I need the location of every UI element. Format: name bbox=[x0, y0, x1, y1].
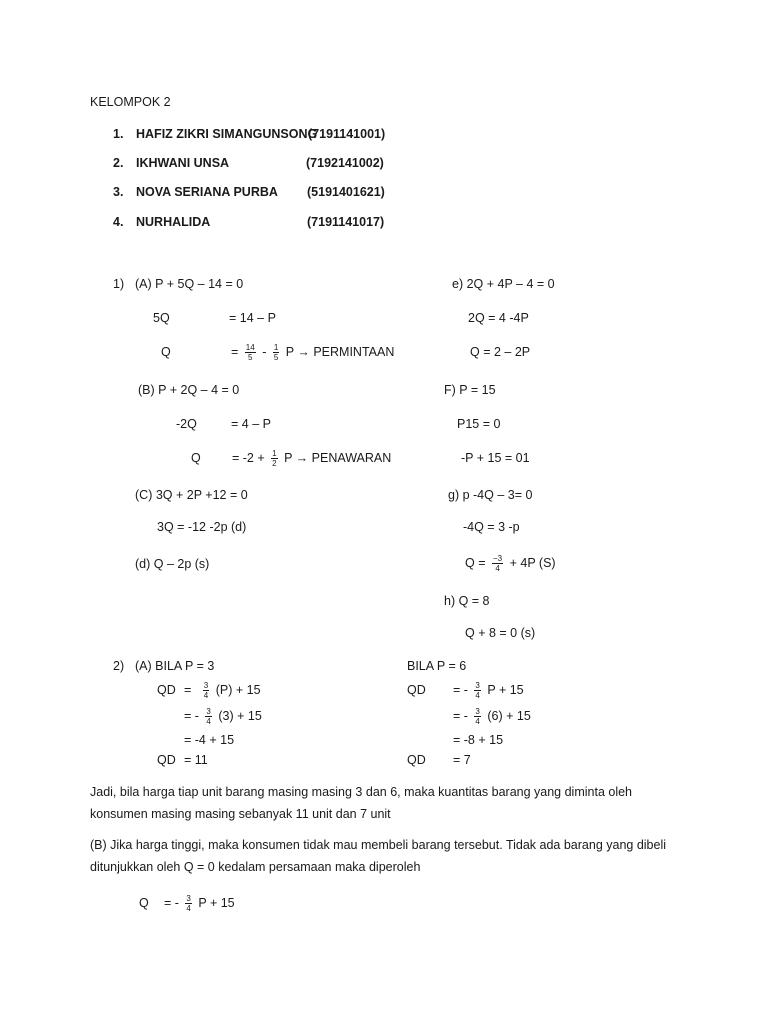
equation-lhs: -2Q bbox=[176, 417, 197, 431]
fraction bbox=[474, 681, 480, 700]
equation-line: g) p -4Q – 3= 0 bbox=[448, 488, 533, 502]
equation-tail: P + 15 bbox=[198, 896, 235, 910]
equation-line: 3Q = -12 -2p (d) bbox=[157, 520, 247, 534]
equals-sign: = bbox=[184, 683, 192, 697]
denominator: 5 bbox=[248, 353, 253, 363]
fraction bbox=[185, 894, 191, 913]
numerator: 3 bbox=[203, 681, 209, 691]
equation-head: = -2 + bbox=[232, 451, 265, 465]
part-b-paragraph: (B) Jika harga tinggi, maka konsumen tidak mau membeli barang tersebut. Tidak ada barang yang dibeli ditunjukkan oleh Q = 0 kedalam persamaan maka diperoleh bbox=[90, 838, 667, 874]
qd-equation bbox=[184, 676, 261, 704]
equation-lhs: 5Q bbox=[153, 311, 170, 325]
equation-tail: P + 15 bbox=[487, 683, 524, 697]
equation-tail: (P) + 15 bbox=[215, 683, 261, 697]
fraction bbox=[273, 343, 279, 362]
denominator: 5 bbox=[273, 353, 279, 363]
fraction bbox=[271, 449, 277, 468]
group-heading: KELOMPOK 2 bbox=[90, 95, 171, 109]
member-name: NURHALIDA bbox=[136, 215, 211, 229]
numerator: 1 bbox=[272, 449, 277, 459]
equation-head: = - bbox=[164, 896, 179, 910]
equation-line: Q + 8 = 0 (s) bbox=[465, 626, 536, 640]
numerator: −3 bbox=[492, 554, 503, 564]
equation-tail: (3) + 15 bbox=[218, 709, 262, 723]
equation-lhs: QD bbox=[157, 753, 176, 767]
equation-line: P15 = 0 bbox=[457, 417, 501, 431]
equation-line: -4Q = 3 -p bbox=[463, 520, 520, 534]
question-number: 1) bbox=[113, 277, 125, 291]
equation-tail: + 4P (S) bbox=[509, 556, 556, 570]
equation-line: (A) P + 5Q – 14 = 0 bbox=[135, 277, 244, 291]
member-id: (5191401621) bbox=[307, 185, 385, 199]
equation-line: (B) P + 2Q – 4 = 0 bbox=[138, 383, 240, 397]
fraction bbox=[205, 707, 211, 726]
numerator: 1 bbox=[273, 343, 279, 353]
final-equation bbox=[164, 889, 235, 917]
fraction bbox=[203, 681, 209, 700]
member-number: 1. bbox=[113, 127, 124, 141]
equation-line: (A) BILA P = 3 bbox=[135, 659, 215, 673]
equation-lhs: QD bbox=[407, 753, 426, 767]
equation-lhs: QD bbox=[157, 683, 176, 697]
equation-head: = - bbox=[453, 683, 468, 697]
member-id: (7191141001) bbox=[308, 127, 386, 141]
denominator: 4 bbox=[206, 717, 211, 727]
equation-line: (C) 3Q + 2P +12 = 0 bbox=[135, 488, 248, 502]
denominator: 4 bbox=[203, 691, 209, 701]
member-number: 2. bbox=[113, 156, 124, 170]
numerator: 14 bbox=[245, 343, 255, 353]
equation-tail: P → PENAWARAN bbox=[284, 451, 392, 465]
qd-equation bbox=[453, 702, 531, 730]
numerator: 3 bbox=[475, 707, 480, 717]
numerator: 3 bbox=[186, 894, 191, 904]
member-number: 4. bbox=[113, 215, 124, 229]
qd-equation bbox=[453, 676, 524, 704]
conclusion-paragraph: Jadi, bila harga tiap unit barang masing masing 3 dan 6, maka kuantitas barang yang diminta oleh konsumen masing masing sebanyak 11 unit dan 7 unit bbox=[90, 785, 633, 821]
equation-rhs: = 7 bbox=[453, 753, 471, 767]
qd-equation bbox=[184, 702, 262, 730]
equation-line: 2Q = 4 -4P bbox=[468, 311, 529, 325]
equation-line: BILA P = 6 bbox=[407, 659, 467, 673]
member-name: NOVA SERIANA PURBA bbox=[136, 185, 278, 199]
denominator: 4 bbox=[475, 691, 480, 701]
member-id: (7192141002) bbox=[306, 156, 384, 170]
fraction bbox=[245, 343, 256, 362]
member-number: 3. bbox=[113, 185, 124, 199]
member-name: HAFIZ ZIKRI SIMANGUNSONG bbox=[136, 127, 318, 141]
denominator: 4 bbox=[186, 904, 191, 914]
denominator: 4 bbox=[495, 564, 500, 574]
equation-rhs: = 4 – P bbox=[231, 417, 271, 431]
equation-lhs: Q bbox=[161, 345, 171, 359]
equation-lhs: Q bbox=[191, 451, 201, 465]
equation-line: Q = 2 – 2P bbox=[470, 345, 531, 359]
member-name: IKHWANI UNSA bbox=[136, 156, 230, 170]
equation-head: = - bbox=[453, 709, 468, 723]
minus-sign: - bbox=[262, 345, 267, 359]
equation-line: (d) Q – 2p (s) bbox=[135, 557, 210, 571]
equation-tail: P → PERMINTAAN bbox=[285, 345, 395, 359]
equation-lhs: Q bbox=[139, 896, 149, 910]
equation-line: -P + 15 = 01 bbox=[461, 451, 530, 465]
g-equation bbox=[465, 549, 556, 577]
member-id: (7191141017) bbox=[307, 215, 385, 229]
numerator: 3 bbox=[475, 681, 480, 691]
denominator: 4 bbox=[475, 717, 480, 727]
equation-line: = -8 + 15 bbox=[453, 733, 504, 747]
fraction bbox=[474, 707, 480, 726]
question-number: 2) bbox=[113, 659, 125, 673]
denominator: 2 bbox=[272, 459, 277, 469]
fraction bbox=[492, 554, 503, 573]
equation-line: = -4 + 15 bbox=[184, 733, 235, 747]
numerator: 3 bbox=[206, 707, 211, 717]
equation-line: e) 2Q + 4P – 4 = 0 bbox=[452, 277, 555, 291]
equation-lhs: QD bbox=[407, 683, 426, 697]
equation-head: = - bbox=[184, 709, 199, 723]
equation-tail: (6) + 15 bbox=[487, 709, 531, 723]
equals-sign: = bbox=[231, 345, 239, 359]
equation-line: h) Q = 8 bbox=[444, 594, 490, 608]
equation-line: F) P = 15 bbox=[444, 383, 496, 397]
equation-rhs: = 11 bbox=[184, 753, 208, 767]
equation-rhs: = 14 – P bbox=[229, 311, 276, 325]
demand-equation bbox=[231, 338, 394, 366]
supply-equation bbox=[232, 444, 391, 472]
equation-head: Q = bbox=[465, 556, 486, 570]
